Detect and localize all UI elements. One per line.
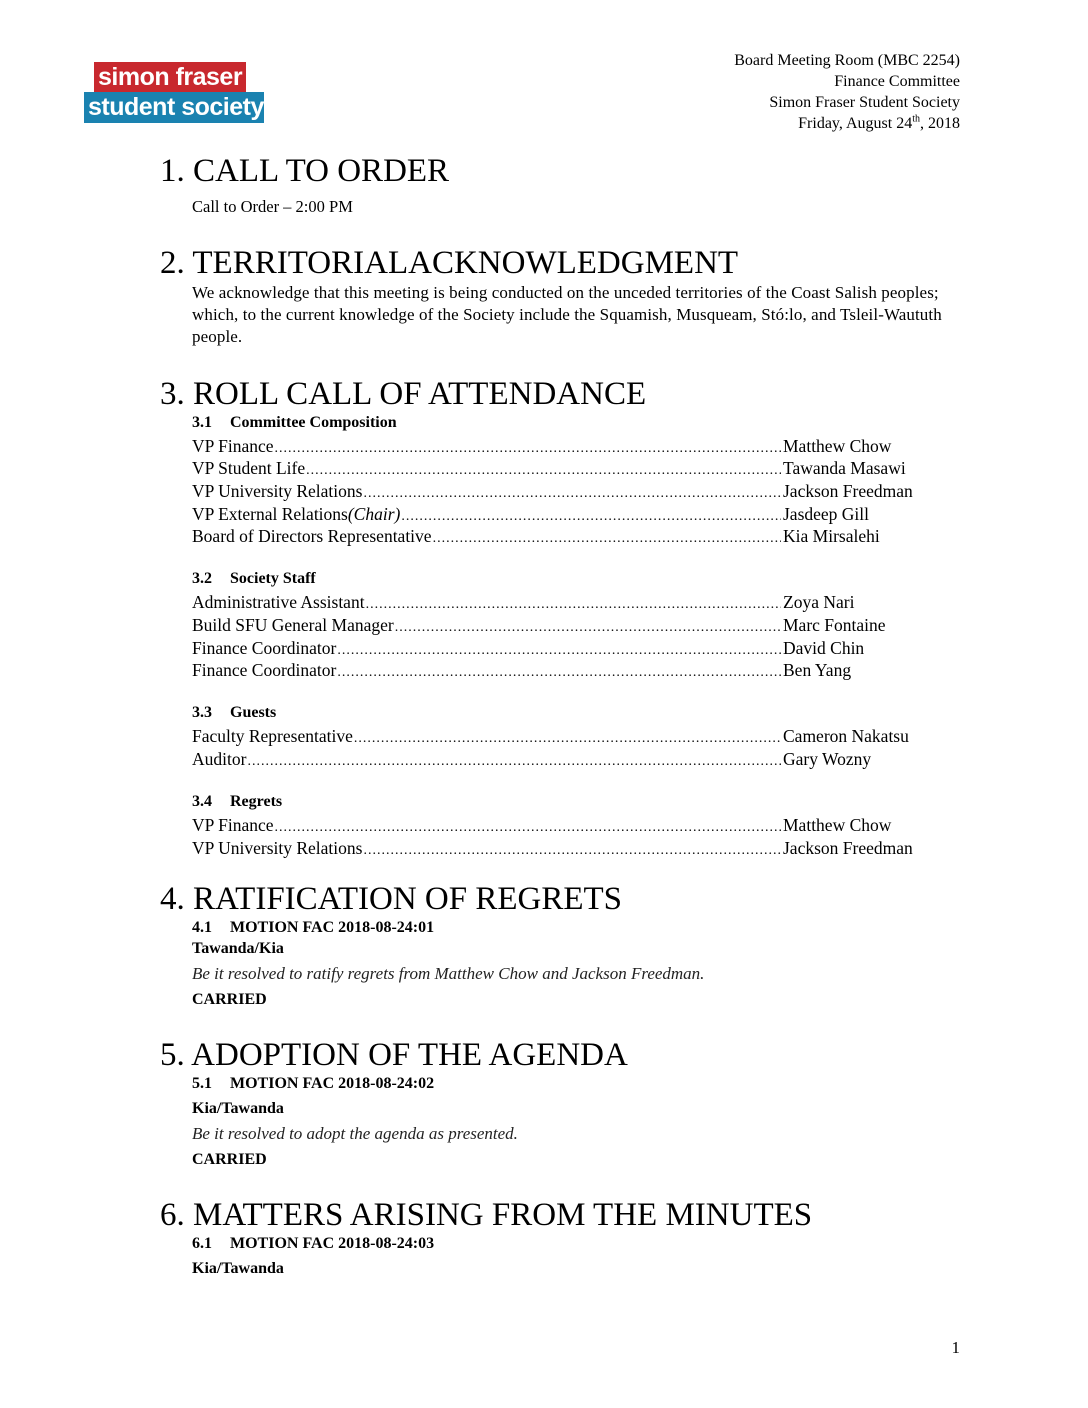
attendance-row: VP University Relations ..... <box>192 837 782 859</box>
meeting-date: Friday, August 24th, 2018 <box>798 113 960 132</box>
society-staff-heading: 3.2 Society Staff <box>192 570 316 587</box>
attendance-row: Finance Coordinator ..... <box>192 659 782 681</box>
attendee-name: Gary Wozny <box>783 749 872 769</box>
motion-result: CARRIED <box>192 1151 267 1168</box>
attendee-name: Jasdeep Gill <box>783 504 870 524</box>
attendance-row: Finance Coordinator ..... <box>192 637 782 659</box>
section-6-title: 6. MATTERS ARISING FROM THE MINUTES <box>160 1197 813 1233</box>
attendee-name: Marc Fontaine <box>783 615 886 635</box>
attendance-row: VP External Relations (Chair) ..... <box>192 503 782 525</box>
attendee-name: Tawanda Masawi <box>783 458 906 478</box>
motion-text: Be it resolved to ratify regrets from Matthew Chow and Jackson Freedman. <box>192 964 705 983</box>
attendee-name: Ben Yang <box>783 660 852 680</box>
sfss-logo <box>84 62 266 124</box>
attendee-name: Zoya Nari <box>783 592 855 612</box>
motion-movers: Tawanda/Kia <box>192 940 284 957</box>
section-3-title: 3. ROLL CALL OF ATTENDANCE <box>160 376 647 412</box>
section-2-title: 2. TERRITORIALACKNOWLEDGMENT <box>160 245 739 281</box>
logo-line-2: student society <box>84 92 264 123</box>
motion-heading: 4.1 MOTION FAC 2018-08-24:01 <box>192 919 435 936</box>
section-4-title: 4. RATIFICATION OF REGRETS <box>160 881 623 917</box>
attendee-name: Cameron Nakatsu <box>783 726 909 746</box>
attendance-row: Faculty Representative ..... <box>192 725 782 747</box>
territorial-acknowledgment-text: We acknowledge that this meeting is being conducted on the unceded territories of the Coast Salish peoples; which, to the current knowledge of the Society include the Squamish, Musqueam, Stó:lo, and Tsleil-Waututh people. <box>192 283 942 346</box>
page-number: 1 <box>951 1338 960 1357</box>
attendance-row: VP Finance ..... <box>192 435 782 457</box>
attendee-name: Matthew Chow <box>783 436 892 456</box>
attendance-row: VP Finance ..... <box>192 814 782 836</box>
attendance-row: VP Student Life ..... <box>192 457 782 479</box>
call-to-order-text: Call to Order – 2:00 PM <box>192 197 353 216</box>
attendance-row: Administrative Assistant ..... <box>192 591 782 613</box>
motion-movers: Kia/Tawanda <box>192 1100 284 1117</box>
guests-heading: 3.3 Guests <box>192 704 277 721</box>
meeting-header <box>734 50 960 134</box>
attendance-row: Board of Directors Representative ..... <box>192 525 782 547</box>
motion-heading: 5.1 MOTION FAC 2018-08-24:02 <box>192 1075 435 1092</box>
logo-line-1: simon fraser <box>94 62 246 92</box>
section-1-title: 1. CALL TO ORDER <box>160 153 450 189</box>
attendee-name: Jackson Freedman <box>783 838 913 858</box>
section-5-title: 5. ADOPTION OF THE AGENDA <box>160 1037 628 1073</box>
committee-composition-heading: 3.1 Committee Composition <box>192 414 397 431</box>
meeting-room: Board Meeting Room (MBC 2254) <box>734 52 960 69</box>
motion-result: CARRIED <box>192 991 267 1008</box>
attendance-row: Auditor ..... <box>192 748 782 770</box>
motion-heading: 6.1 MOTION FAC 2018-08-24:03 <box>192 1235 435 1252</box>
attendance-row: Build SFU General Manager ..... <box>192 614 782 636</box>
attendee-name: David Chin <box>783 638 865 658</box>
motion-movers: Kia/Tawanda <box>192 1260 284 1277</box>
motion-text: Be it resolved to adopt the agenda as presented. <box>192 1124 518 1143</box>
attendee-name: Jackson Freedman <box>783 481 913 501</box>
society-name: Simon Fraser Student Society <box>769 94 960 111</box>
committee-name: Finance Committee <box>834 73 960 90</box>
attendance-row: VP University Relations ..... <box>192 480 782 502</box>
regrets-heading: 3.4 Regrets <box>192 793 283 810</box>
attendee-name: Kia Mirsalehi <box>783 526 880 546</box>
attendee-name: Matthew Chow <box>783 815 892 835</box>
